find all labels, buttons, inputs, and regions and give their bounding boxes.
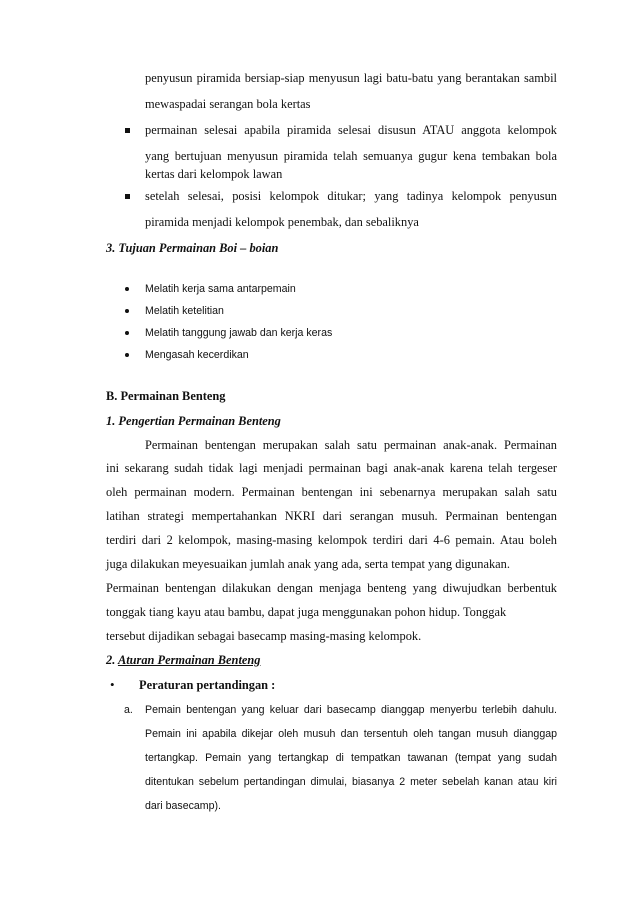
rules-title: Peraturan pertandingan : [139, 678, 276, 692]
rules-cont-line-2: mewaspadai serangan bola kertas [145, 97, 311, 111]
bullet-icon [125, 287, 129, 291]
para-line-4: latihan strategi mempertahankan NKRI dari serangan musuh. Permainan bentengan [106, 509, 557, 523]
para-line-1: Permainan bentengan merupakan salah satu permainan anak-anak. Permainan [145, 438, 557, 452]
para-line-2: ini sekarang sudah tidak lagi menjadi permainan bagi anak-anak karena telah tergeser [106, 461, 557, 475]
rules-item-2-line-2: piramida menjadi kelompok penembak, dan sebaliknya [145, 215, 419, 229]
goal-item-3: Melatih tanggung jawab dan kerja keras [145, 327, 333, 339]
bullet-icon [125, 331, 129, 335]
para-line-3: oleh permainan modern. Permainan bentengan ini sebenarnya merupakan salah satu [106, 485, 557, 499]
rules-item-2-line-1: setelah selesai, posisi kelompok ditukar; yang tadinya kelompok penyusun [145, 189, 557, 203]
section-b-sub2-heading: 2. Aturan Permainan Benteng [106, 653, 261, 667]
goal-item-1: Melatih kerja sama antarpemain [145, 283, 296, 295]
para-line-8: tonggak tiang kayu atau bambu, dapat juga menggunakan pohon hidup. Tonggak [106, 605, 507, 619]
goal-item-4: Mengasah kecerdikan [145, 349, 249, 361]
bullet-icon: • [110, 677, 115, 692]
rules-item-1-line-1: permainan selesai apabila piramida selesai disusun ATAU anggota kelompok [145, 123, 557, 137]
square-bullet-icon [125, 194, 130, 199]
rules-item-1-line-3: kertas dari kelompok lawan [145, 167, 283, 181]
section-b-sub1-heading: 1. Pengertian Permainan Benteng [106, 414, 281, 428]
para-line-7: Permainan bentengan dilakukan dengan menjaga benteng yang diwujudkan berbentuk [106, 581, 557, 595]
para-line-6: juga dilakukan meyesuaikan jumlah anak yang ada, serta tempat yang digunakan. [106, 557, 510, 571]
square-bullet-icon [125, 128, 130, 133]
bullet-icon [125, 309, 129, 313]
rules-item-1-line-2: yang bertujuan menyusun piramida telah semuanya gugur kena tembakan bola [145, 149, 557, 163]
section-3-heading: 3. Tujuan Permainan Boi – boian [106, 241, 279, 255]
goal-item-2: Melatih ketelitian [145, 305, 224, 317]
rules-cont-line-1: penyusun piramida bersiap-siap menyusun lagi batu-batu yang berantakan sambil [145, 71, 557, 85]
item-a-line-3: tertangkap. Pemain yang tertangkap di tempatkan tawanan (tempat yang sudah [145, 752, 557, 764]
bullet-icon [125, 353, 129, 357]
section-b-sub2-title: Aturan Permainan Benteng [117, 653, 261, 667]
item-a-marker: a. [124, 704, 133, 716]
item-a-line-4: ditentukan sebelum pertandingan dimulai, biasanya 2 meter sebelah kanan atau kiri [145, 776, 557, 788]
item-a-line-1: Pemain bentengan yang keluar dari basecamp dianggap menyerbu terlebih dahulu. [145, 704, 557, 716]
para-line-5: terdiri dari 2 kelompok, masing-masing kelompok terdiri dari 4-6 pemain. Atau boleh [106, 533, 557, 547]
item-a-line-5: dari basecamp). [145, 800, 221, 812]
para-line-9: tersebut dijadikan sebagai basecamp masing-masing kelompok. [106, 629, 422, 643]
item-a-line-2: Pemain ini apabila dikejar oleh musuh dan tersentuh oleh tangan musuh dianggap [145, 728, 557, 740]
section-b-heading: B. Permainan Benteng [106, 389, 226, 403]
